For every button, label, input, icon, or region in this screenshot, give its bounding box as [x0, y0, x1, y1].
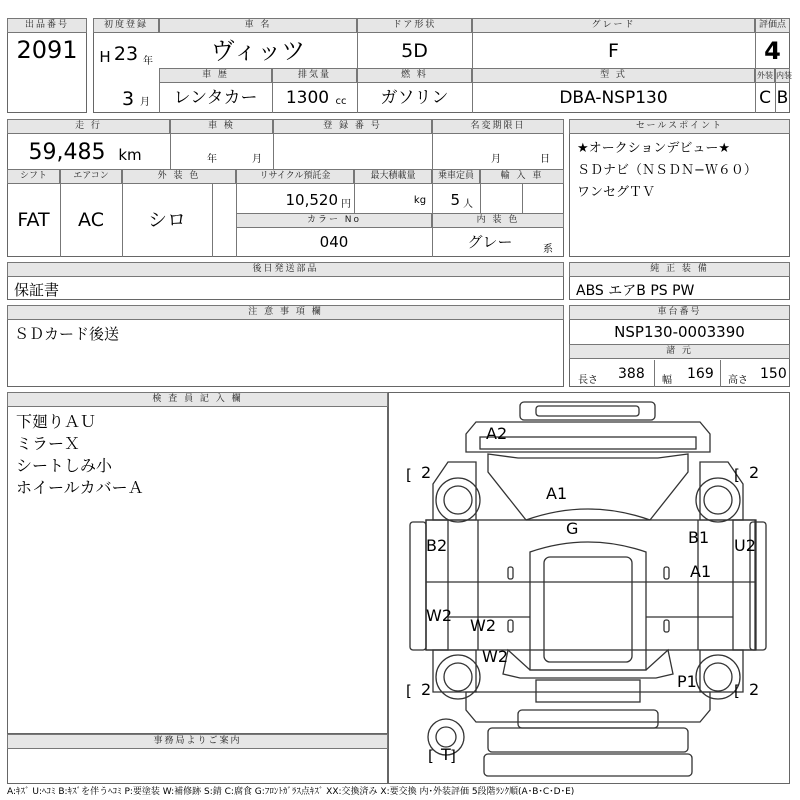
max-load-unit: kg [413, 195, 427, 206]
capacity: 5 [450, 191, 460, 209]
sale-points-header: セールスポイント [569, 119, 790, 134]
damage-mark-u2: U2 [734, 536, 756, 555]
sale-point: ★オークションデビュー★ [577, 141, 731, 156]
displacement-unit: cc [335, 96, 347, 107]
legend: A:ｷｽﾞ U:ﾍｺﾐ B:ｷｽﾞを伴うﾍｺﾐ P:要塗装 W:補修跡 S:錆 C:腐食 G:ﾌﾛﾝﾄｶﾞﾗｽ点ｷｽﾞ XX:交換済み X:要交換 内･外装評価 5段階ﾗﾝｸ順(A･B･C･D･E) [7, 787, 575, 797]
height-value: 150 [760, 366, 787, 382]
notes-header: 注 意 事 項 欄 [7, 305, 564, 320]
length-label: 長さ [578, 375, 598, 386]
interior-color-header: 内 装 色 [432, 213, 564, 228]
inspector-line: シートしみ小 [16, 456, 113, 475]
svg-text:[: [ [406, 682, 412, 700]
first-reg-month: 3 [121, 88, 135, 110]
fuel: ガソリン [380, 88, 449, 108]
shift: FAT [17, 209, 50, 231]
aircon: AC [78, 209, 104, 231]
color-no-header: カラー No [236, 213, 432, 228]
inspection-header: 車 検 [170, 119, 273, 134]
interior-color-unit: 系 [543, 244, 553, 255]
inspector-line: 下廻りＡＵ [16, 412, 97, 431]
mileage: 59,485 [28, 140, 106, 165]
first-reg-era: H [99, 48, 111, 66]
height-label: 高さ [728, 375, 748, 386]
score-header: 評価点 [755, 18, 790, 33]
car-name-header: 車 名 [159, 18, 357, 33]
grade: F [608, 40, 619, 62]
later-parts: 保証書 [14, 281, 60, 299]
door-header: ドア形状 [357, 18, 472, 33]
first-reg-year: 23 [113, 43, 139, 65]
width-value: 169 [687, 366, 714, 382]
import-header: 輸 入 車 [480, 169, 564, 184]
capacity-header: 乗車定員 [432, 169, 480, 184]
sale-point: ＳＤナビ（ＮＳＤＮ−Ｗ６０） [577, 163, 757, 178]
recycle-unit: 円 [341, 199, 351, 210]
car-name: ヴィッツ [210, 37, 306, 65]
inspector-line: ホイールカバーＡ [16, 478, 144, 497]
history-header: 車 歴 [159, 68, 272, 83]
equipment: ABS エアB PS PW [576, 283, 695, 299]
sale-point: ワンセグＴＶ [577, 185, 656, 200]
tire-tread-front-left: 2 [421, 463, 432, 482]
width-label: 幅 [662, 375, 672, 386]
sale-points-list [577, 138, 787, 204]
interior-header: 内装 [775, 68, 790, 83]
deadline-month-unit: 月 [491, 154, 501, 165]
inspector-notes [16, 411, 144, 499]
svg-text:[: [ [406, 466, 412, 484]
recycle-header: リサイクル預託金 [236, 169, 354, 184]
notes: ＳＤカード後送 [14, 325, 120, 343]
svg-text:]: ] [450, 747, 456, 765]
later-parts-header: 後日発送部品 [7, 262, 564, 277]
first-reg-header: 初度登録 [93, 18, 159, 33]
car-damage-diagram [388, 392, 790, 784]
inspector-header: 検 査 員 記 入 欄 [7, 392, 388, 407]
lot-number: 2091 [16, 36, 78, 64]
model-code: DBA-NSP130 [559, 88, 668, 108]
exterior-grade: C [759, 88, 771, 108]
office-header: 事務局よりご案内 [7, 734, 388, 749]
exterior-header: 外装 [755, 68, 775, 83]
equipment-header: 純 正 装 備 [569, 262, 790, 277]
damage-mark-b1: B1 [688, 528, 710, 547]
svg-text:[: [ [734, 466, 740, 484]
mileage-unit: km [118, 146, 142, 164]
interior-color: グレー [467, 233, 513, 251]
damage-mark-b2: B2 [426, 536, 448, 555]
damage-mark-p1: P1 [677, 672, 697, 691]
mileage-header: 走 行 [7, 119, 170, 134]
first-reg-year-unit: 年 [143, 56, 153, 67]
exterior-color: シロ [147, 209, 186, 231]
score: 4 [764, 37, 781, 65]
capacity-unit: 人 [463, 199, 473, 210]
damage-mark-a2: A2 [486, 424, 508, 443]
inspector-line: ミラーＸ [16, 434, 81, 453]
specs-header: 諸 元 [569, 344, 790, 359]
door-type: 5D [401, 40, 428, 62]
tire-tread-rear-left: 2 [421, 680, 432, 699]
inspection-year-unit: 年 [207, 154, 217, 165]
tire-tread-rear-right: 2 [749, 680, 760, 699]
first-reg-month-unit: 月 [140, 97, 150, 108]
color-header: 外 装 色 [122, 169, 236, 184]
length-value: 388 [618, 366, 645, 382]
fuel-header: 燃 料 [357, 68, 472, 83]
damage-mark-w2-rear: W2 [482, 647, 508, 666]
damage-mark-w2-left: W2 [426, 606, 452, 625]
inspection-month-unit: 月 [252, 154, 262, 165]
aircon-header: エアコン [60, 169, 122, 184]
displacement-header: 排気量 [272, 68, 357, 83]
damage-mark-a1-side: A1 [690, 562, 712, 581]
grade-header: グレード [472, 18, 755, 33]
svg-text:[: [ [428, 747, 434, 765]
damage-mark-a1-hood: A1 [546, 484, 568, 503]
damage-mark-w2-door: W2 [470, 616, 496, 635]
tire-tread-front-right: 2 [749, 463, 760, 482]
lot-number-header: 出品番号 [7, 18, 87, 33]
chassis-number: NSP130-0003390 [614, 323, 745, 341]
max-load-header: 最大積載量 [354, 169, 432, 184]
displacement: 1300 [285, 88, 330, 108]
interior-grade: B [776, 88, 789, 108]
history: レンタカー [173, 88, 258, 108]
shift-header: シフト [7, 169, 60, 184]
recycle-fee: 10,520 [285, 191, 338, 209]
model-header: 型 式 [472, 68, 755, 83]
damage-mark-t: T [441, 745, 451, 764]
svg-text:[: [ [734, 682, 740, 700]
color-number: 040 [319, 233, 349, 251]
change-deadline-header: 名変期限日 [432, 119, 564, 134]
deadline-day-unit: 日 [540, 154, 550, 165]
reg-no-header: 登 録 番 号 [273, 119, 432, 134]
damage-mark-g: G [566, 519, 579, 538]
chassis-header: 車台番号 [569, 305, 790, 320]
